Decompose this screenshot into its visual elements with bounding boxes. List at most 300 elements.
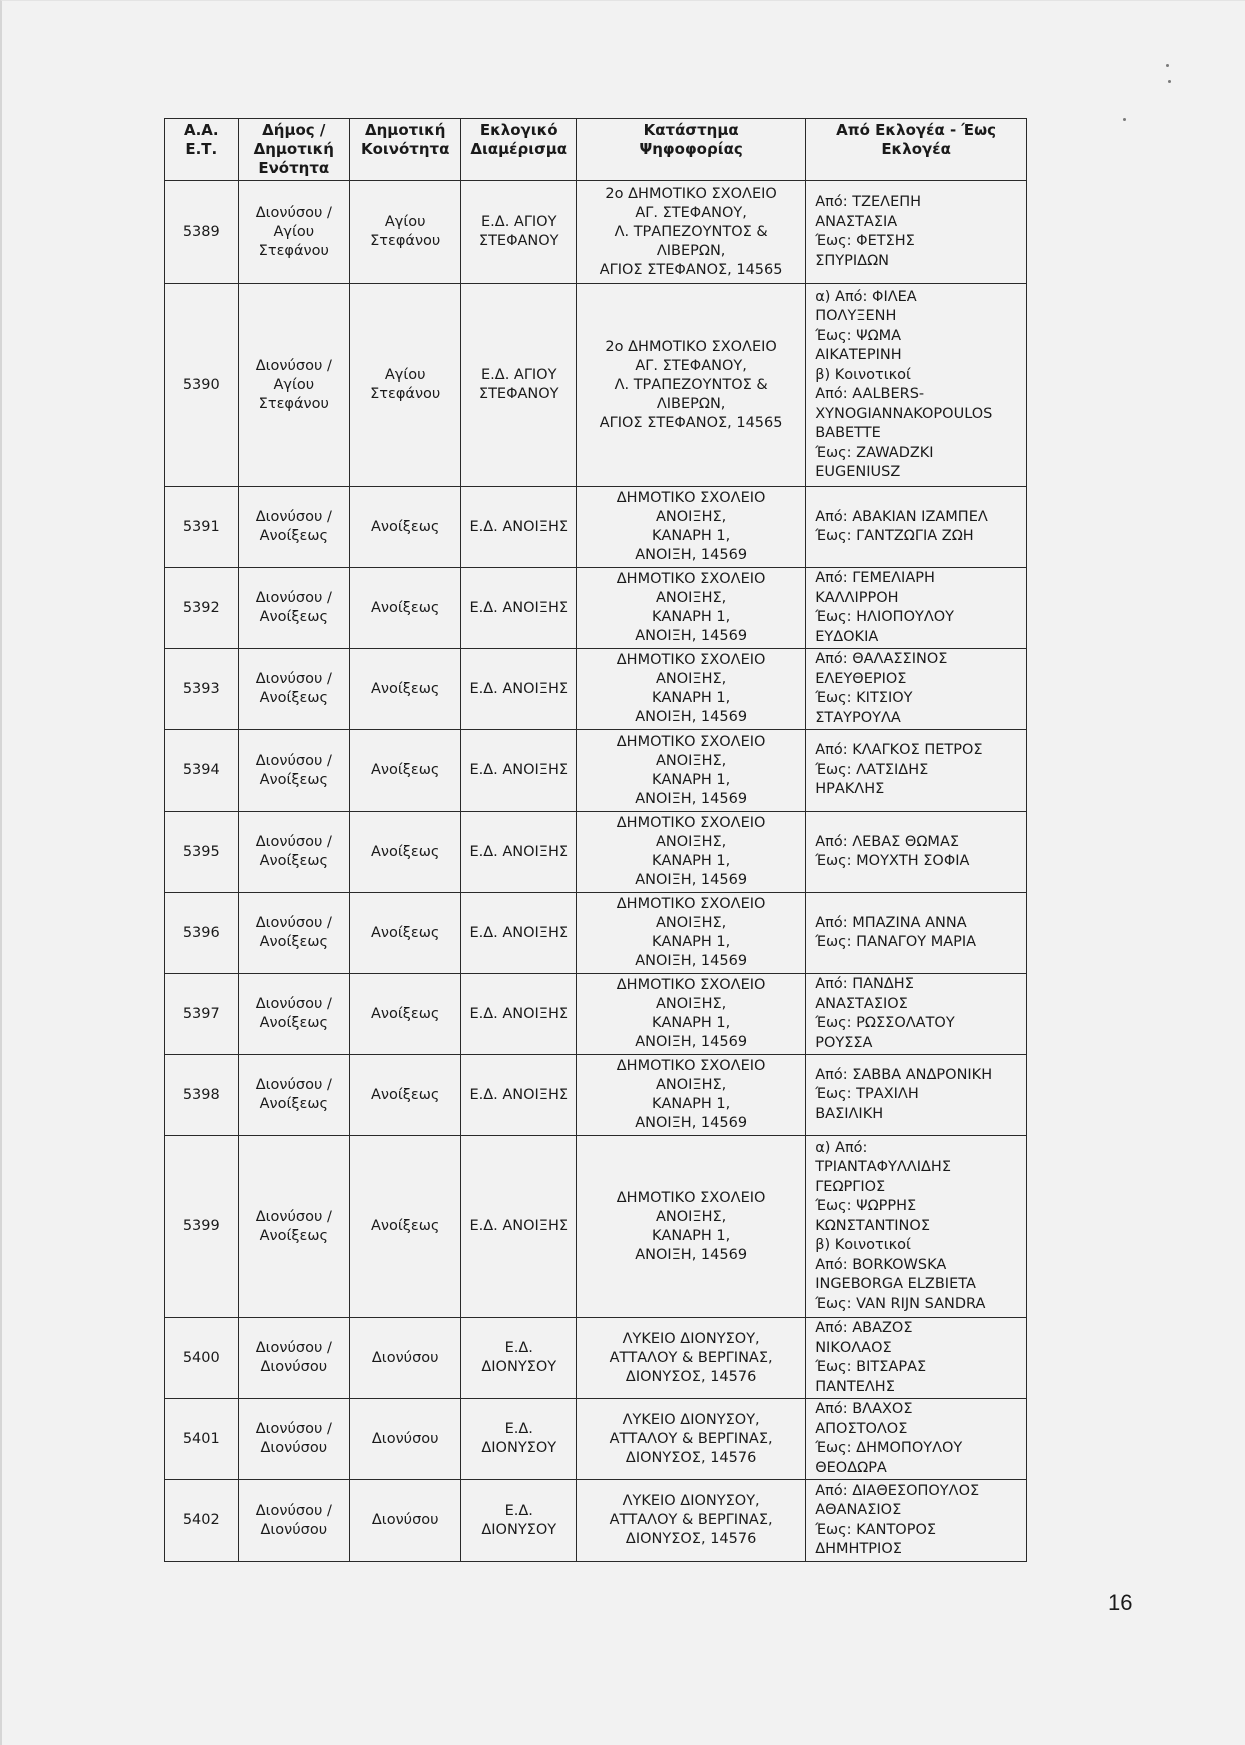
- cell-aa: 5399: [165, 1136, 239, 1318]
- cell-dimos: [238, 893, 349, 974]
- cell-line: ΓΕΩΡΓΙΟΣ: [815, 1178, 886, 1195]
- cell-line: Ε.Δ.: [504, 1421, 533, 1437]
- cell-katastima: [577, 649, 806, 730]
- table-row: [165, 181, 1027, 284]
- header-koinotita: [350, 119, 461, 181]
- cell-voters: [806, 1318, 1027, 1399]
- cell-dimos: [238, 1318, 349, 1399]
- cell-line: Διονύσου: [260, 1440, 328, 1456]
- cell-line: Διονύσου /: [255, 1421, 332, 1437]
- cell-line: ΔΗΜΗΤΡΙΟΣ: [815, 1541, 902, 1557]
- header-dimos: [238, 119, 349, 181]
- cell-line: ΔΗΜΟΤΙΚΟ ΣΧΟΛΕΙΟ: [616, 896, 766, 912]
- cell-line: Ε.Δ. ΑΓΙΟΥ: [481, 214, 557, 230]
- cell-line: α) Από:: [815, 1139, 868, 1156]
- cell-diamerisma: [461, 1318, 577, 1399]
- header-voters: [806, 119, 1027, 181]
- cell-line: ΑΝΑΣΤΑΣΙΑ: [815, 213, 898, 230]
- cell-line: ΑΝΟΙΞΗΣ,: [655, 590, 727, 606]
- cell-line: Ανοίξεως: [259, 771, 328, 788]
- cell-line: Έως: ΒΙΤΣΑΡΑΣ: [815, 1359, 927, 1375]
- cell-line: ΑΓΙΟΣ ΣΤΕΦΑΝΟΣ, 14565: [599, 261, 783, 278]
- cell-line: ΔΙΟΝΥΣΟΥ: [481, 1521, 557, 1538]
- cell-voters: [806, 1480, 1027, 1562]
- cell-voters: [806, 568, 1027, 649]
- cell-line: ΔΙΟΝΥΣΟΥ: [481, 1359, 557, 1375]
- cell-line: ΑΝΟΙΞΗ, 14569: [635, 872, 748, 888]
- cell-line: Ε.Δ. ΑΝΟΙΞΗΣ: [469, 599, 569, 616]
- cell-line: Ανοίξεως: [259, 1227, 328, 1244]
- cell-line: BABETTE: [815, 425, 881, 441]
- table-row: [165, 1318, 1027, 1399]
- cell-line: ΔΙΟΝΥΣΟΥ: [481, 1440, 557, 1456]
- cell-dimos: [238, 812, 349, 893]
- table-body: [165, 181, 1027, 1562]
- cell-line: Ανοίξεως: [259, 609, 328, 625]
- cell-diamerisma: [461, 1480, 577, 1562]
- table-row: [165, 974, 1027, 1055]
- cell-line: Διονύσου: [371, 1349, 439, 1366]
- cell-line: ΑΤΤΑΛΟΥ & ΒΕΡΓΙΝΑΣ,: [609, 1349, 773, 1366]
- cell-dimos: [238, 1055, 349, 1136]
- cell-line: Ανοίξεως: [371, 843, 440, 860]
- cell-line: ΑΤΤΑΛΟΥ & ΒΕΡΓΙΝΑΣ,: [609, 1430, 773, 1447]
- cell-line: Ψηφοφορίας: [639, 140, 743, 158]
- cell-line: Στεφάνου: [258, 242, 329, 259]
- cell-line: Λ. ΤΡΑΠΕΖΟΥΝΤΟΣ &: [614, 376, 768, 393]
- cell-aa: 5390: [165, 284, 239, 487]
- page-number: 16: [1108, 1590, 1133, 1615]
- cell-line: ΔΗΜΟΤΙΚΟ ΣΧΟΛΕΙΟ: [616, 977, 766, 993]
- cell-katastima: [577, 974, 806, 1055]
- cell-voters: [806, 1055, 1027, 1136]
- cell-line: Ανοίξεως: [259, 528, 328, 544]
- cell-aa: 5394: [165, 730, 239, 812]
- cell-line: ΛΙΒΕΡΩΝ,: [656, 242, 726, 259]
- cell-line: ΑΝΑΣΤΑΣΙΟΣ: [815, 995, 908, 1012]
- cell-line: β) Κοινοτικοί: [815, 1237, 911, 1254]
- cell-line: Ε.Δ.: [504, 1340, 533, 1356]
- cell-line: Από: ΒΛΑΧΟΣ: [815, 1401, 913, 1417]
- cell-line: ΣΤΑΥΡΟΥΛΑ: [815, 709, 901, 726]
- cell-line: ΑΝΟΙΞΗ, 14569: [635, 1034, 748, 1050]
- table-row: [165, 568, 1027, 649]
- cell-diamerisma: [461, 284, 577, 487]
- cell-line: Έως: ZAWADZKI: [815, 444, 934, 461]
- table-row: [165, 1055, 1027, 1136]
- cell-line: ΔΗΜΟΤΙΚΟ ΣΧΟΛΕΙΟ: [616, 652, 766, 668]
- cell-line: ΛΥΚΕΙΟ ΔΙΟΝΥΣΟΥ,: [622, 1330, 760, 1347]
- cell-koinotita: [350, 730, 461, 812]
- table-row: [165, 487, 1027, 568]
- cell-aa: 5395: [165, 812, 239, 893]
- cell-line: Από: ΓΕΜΕΛΙΑΡΗ: [815, 570, 935, 586]
- cell-line: ΔΙΟΝΥΣΟΣ, 14576: [625, 1531, 757, 1547]
- cell-katastima: [577, 1136, 806, 1318]
- cell-dimos: [238, 1136, 349, 1318]
- cell-koinotita: [350, 487, 461, 568]
- cell-line: Διονύσου /: [255, 996, 332, 1012]
- cell-koinotita: [350, 1136, 461, 1318]
- table-row: [165, 649, 1027, 730]
- cell-dimos: [238, 1480, 349, 1562]
- table-row: [165, 730, 1027, 812]
- cell-line: XYNOGIANNAKOPOULOS: [815, 405, 993, 422]
- cell-katastima: [577, 1055, 806, 1136]
- cell-line: ΚΑΝΑΡΗ 1,: [651, 1015, 731, 1031]
- cell-aa: 5401: [165, 1399, 239, 1480]
- cell-katastima: [577, 284, 806, 487]
- cell-katastima: [577, 487, 806, 568]
- cell-line: Από: ΛΕΒΑΣ ΘΩΜΑΣ: [815, 833, 960, 850]
- cell-line: Ανοίξεως: [371, 1218, 440, 1234]
- cell-line: Διονύσου /: [255, 1208, 332, 1225]
- cell-line: ΑΝΟΙΞΗΣ,: [655, 915, 727, 931]
- scan-speck: [1168, 80, 1171, 83]
- scan-speck: [1123, 118, 1126, 121]
- cell-line: ΣΠΥΡΙΔΩΝ: [815, 252, 889, 269]
- cell-line: ΑΓ. ΣΤΕΦΑΝΟΥ,: [635, 204, 747, 221]
- cell-koinotita: [350, 1318, 461, 1399]
- cell-line: ΑΝΟΙΞΗΣ,: [655, 752, 727, 769]
- header-aa: [165, 119, 239, 181]
- cell-line: ΣΤΕΦΑΝΟΥ: [478, 386, 559, 402]
- cell-line: ΚΑΝΑΡΗ 1,: [651, 771, 731, 788]
- cell-koinotita: [350, 974, 461, 1055]
- cell-line: Α.Α.: [183, 121, 219, 139]
- cell-line: INGEBORGA ELZBIETA: [815, 1276, 976, 1293]
- cell-line: ΔΗΜΟΤΙΚΟ ΣΧΟΛΕΙΟ: [616, 490, 766, 506]
- cell-line: α) Από: ΦΙΛΕΑ: [815, 288, 917, 305]
- cell-line: Διονύσου /: [255, 834, 332, 850]
- cell-diamerisma: [461, 812, 577, 893]
- cell-line: Ανοίξεως: [259, 934, 328, 950]
- cell-line: Διονύσου /: [255, 357, 332, 374]
- cell-aa: 5400: [165, 1318, 239, 1399]
- cell-diamerisma: [461, 1055, 577, 1136]
- cell-line: Από: ΘΑΛΑΣΣΙΝΟΣ: [815, 651, 948, 667]
- cell-line: Έως: ΓΑΝΤΖΩΓΙΑ ΖΩΗ: [815, 528, 974, 544]
- cell-line: ΑΝΟΙΞΗΣ,: [655, 996, 727, 1012]
- cell-voters: [806, 812, 1027, 893]
- cell-koinotita: [350, 284, 461, 487]
- cell-line: ΕΛΕΥΘΕΡΙΟΣ: [815, 670, 907, 687]
- cell-diamerisma: [461, 568, 577, 649]
- cell-aa: 5402: [165, 1480, 239, 1562]
- cell-line: Ε.Δ. ΑΝΟΙΞΗΣ: [469, 1005, 569, 1022]
- cell-line: ΑΝΟΙΞΗ, 14569: [635, 953, 748, 969]
- cell-line: ΛΥΚΕΙΟ ΔΙΟΝΥΣΟΥ,: [622, 1493, 760, 1509]
- cell-line: Αγίου: [384, 367, 426, 383]
- cell-line: β) Κοινοτικοί: [815, 366, 911, 383]
- cell-line: Από: ΔΙΑΘΕΣΟΠΟΥΛΟΣ: [815, 1482, 980, 1499]
- cell-line: Από: ΚΛΑΓΚΟΣ ΠΕΤΡΟΣ: [815, 742, 983, 759]
- cell-line: ΑΝΟΙΞΗΣ,: [655, 834, 727, 850]
- cell-katastima: [577, 1399, 806, 1480]
- cell-line: Ανοίξεως: [371, 1005, 440, 1022]
- table-row: [165, 1136, 1027, 1318]
- cell-line: 2ο ΔΗΜΟΤΙΚΟ ΣΧΟΛΕΙΟ: [605, 185, 777, 202]
- cell-katastima: [577, 181, 806, 284]
- cell-line: ΚΑΝΑΡΗ 1,: [651, 1096, 731, 1112]
- cell-line: ΑΝΟΙΞΗΣ,: [655, 1077, 727, 1093]
- cell-line: Από Εκλογέα - Έως: [836, 121, 997, 139]
- cell-line: Έως: ΗΛΙΟΠΟΥΛΟΥ: [815, 609, 955, 625]
- cell-line: ΑΝΟΙΞΗΣ,: [655, 1208, 727, 1225]
- cell-aa: 5389: [165, 181, 239, 284]
- cell-diamerisma: [461, 730, 577, 812]
- cell-line: Έως: ΔΗΜΟΠΟΥΛΟΥ: [815, 1440, 963, 1456]
- header-diamerisma: [461, 119, 577, 181]
- cell-line: Ανοίξεως: [259, 1096, 328, 1112]
- cell-line: 2ο ΔΗΜΟΤΙΚΟ ΣΧΟΛΕΙΟ: [605, 338, 777, 355]
- cell-line: ΑΝΟΙΞΗ, 14569: [635, 547, 748, 563]
- cell-line: ΠΑΝΤΕΛΗΣ: [815, 1378, 895, 1395]
- cell-dimos: [238, 730, 349, 812]
- cell-aa: 5397: [165, 974, 239, 1055]
- cell-line: Ανοίξεως: [259, 853, 328, 869]
- cell-line: ΑΠΟΣΤΟΛΟΣ: [815, 1420, 908, 1437]
- cell-line: Έως: ΚΙΤΣΙΟΥ: [815, 690, 913, 706]
- cell-line: ΔΙΟΝΥΣΟΣ, 14576: [625, 1449, 757, 1466]
- cell-line: Διαμέρισμα: [470, 140, 568, 158]
- cell-line: ΔΗΜΟΤΙΚΟ ΣΧΟΛΕΙΟ: [616, 815, 766, 831]
- cell-voters: [806, 893, 1027, 974]
- cell-line: EUGENIUSZ: [815, 464, 901, 480]
- cell-line: Ανοίξεως: [371, 924, 440, 941]
- cell-voters: [806, 284, 1027, 487]
- cell-katastima: [577, 730, 806, 812]
- cell-line: ΛΙΒΕΡΩΝ,: [656, 395, 726, 412]
- cell-line: Ανοίξεως: [259, 1015, 328, 1031]
- cell-dimos: [238, 974, 349, 1055]
- cell-line: ΑΝΟΙΞΗ, 14569: [635, 628, 748, 644]
- cell-line: Διονύσου /: [255, 1340, 332, 1356]
- cell-katastima: [577, 1480, 806, 1562]
- cell-line: Ανοίξεως: [371, 518, 440, 535]
- cell-line: ΔΙΟΝΥΣΟΣ, 14576: [625, 1368, 757, 1385]
- cell-diamerisma: [461, 974, 577, 1055]
- cell-line: Λ. ΤΡΑΠΕΖΟΥΝΤΟΣ &: [614, 223, 768, 240]
- cell-diamerisma: [461, 487, 577, 568]
- cell-line: ΘΕΟΔΩΡΑ: [815, 1459, 887, 1476]
- cell-line: Δημοτική: [365, 121, 446, 139]
- cell-line: ΑΝΟΙΞΗΣ,: [655, 671, 727, 687]
- cell-line: Ε.Δ. ΑΝΟΙΞΗΣ: [469, 1086, 569, 1103]
- cell-katastima: [577, 568, 806, 649]
- cell-katastima: [577, 893, 806, 974]
- cell-voters: [806, 1399, 1027, 1480]
- cell-line: Ε.Δ. ΑΓΙΟΥ: [481, 367, 557, 383]
- cell-line: ΔΗΜΟΤΙΚΟ ΣΧΟΛΕΙΟ: [616, 1058, 766, 1074]
- cell-line: ΒΑΣΙΛΙΚΗ: [815, 1105, 884, 1122]
- cell-line: Δημοτική: [253, 140, 334, 158]
- cell-line: Ε.Δ. ΑΝΟΙΞΗΣ: [469, 680, 569, 697]
- cell-line: ΑΓ. ΣΤΕΦΑΝΟΥ,: [635, 357, 747, 374]
- cell-katastima: [577, 812, 806, 893]
- cell-line: ΡΟΥΣΣΑ: [815, 1034, 873, 1051]
- cell-line: ΑΝΟΙΞΗ, 14569: [635, 1115, 748, 1131]
- scan-speck: [1166, 64, 1169, 67]
- table-row: [165, 1480, 1027, 1562]
- cell-line: Διονύσου: [371, 1512, 439, 1528]
- cell-voters: [806, 487, 1027, 568]
- cell-line: Αγίου: [384, 214, 426, 230]
- cell-line: Ε.Δ.: [504, 1502, 533, 1519]
- cell-aa: 5393: [165, 649, 239, 730]
- cell-voters: [806, 649, 1027, 730]
- cell-line: Ε.Δ. ΑΝΟΙΞΗΣ: [469, 843, 569, 860]
- cell-line: Από: ΤΖΕΛΕΠΗ: [815, 194, 922, 210]
- cell-diamerisma: [461, 1136, 577, 1318]
- cell-koinotita: [350, 1480, 461, 1562]
- cell-line: Ε.Δ. ΑΝΟΙΞΗΣ: [469, 924, 569, 941]
- cell-line: ΝΙΚΟΛΑΟΣ: [815, 1339, 892, 1356]
- cell-line: Διονύσου /: [255, 590, 332, 606]
- cell-line: ΚΩΝΣΤΑΝΤΙΝΟΣ: [815, 1217, 930, 1234]
- cell-voters: [806, 1136, 1027, 1318]
- cell-line: ΛΥΚΕΙΟ ΔΙΟΝΥΣΟΥ,: [622, 1411, 760, 1428]
- table-row: [165, 1399, 1027, 1480]
- cell-line: ΚΑΛΛΙΡΡΟΗ: [815, 589, 899, 606]
- cell-line: Διονύσου: [260, 1521, 328, 1538]
- cell-line: ΚΑΝΑΡΗ 1,: [651, 934, 731, 950]
- cell-diamerisma: [461, 893, 577, 974]
- cell-line: ΚΑΝΑΡΗ 1,: [651, 528, 731, 544]
- cell-line: ΚΑΝΑΡΗ 1,: [651, 609, 731, 625]
- cell-koinotita: [350, 812, 461, 893]
- cell-line: Κοινότητα: [360, 140, 450, 158]
- cell-line: Εκλογέα: [881, 140, 951, 158]
- cell-dimos: [238, 181, 349, 284]
- cell-line: Ανοίξεως: [259, 690, 328, 706]
- table-row: [165, 812, 1027, 893]
- cell-line: Διονύσου /: [255, 1502, 332, 1519]
- cell-dimos: [238, 649, 349, 730]
- cell-line: ΕΥΔΟΚΙΑ: [815, 628, 879, 645]
- cell-line: Εκλογικό: [479, 121, 558, 139]
- cell-line: Ε.Δ. ΑΝΟΙΞΗΣ: [469, 518, 569, 535]
- cell-diamerisma: [461, 1399, 577, 1480]
- cell-line: Ανοίξεως: [371, 762, 440, 778]
- cell-koinotita: [350, 1055, 461, 1136]
- cell-diamerisma: [461, 181, 577, 284]
- table-row: [165, 284, 1027, 487]
- cell-line: Αγίου: [273, 223, 315, 240]
- cell-line: Ανοίξεως: [371, 680, 440, 697]
- table-header-row: [165, 119, 1027, 181]
- cell-line: Έως: ΤΡΑΧΙΛΗ: [815, 1086, 919, 1103]
- cell-line: Διονύσου /: [255, 915, 332, 931]
- cell-line: Από: BORKOWSKA: [815, 1256, 947, 1273]
- cell-line: Ε.Δ. ΑΝΟΙΞΗΣ: [469, 762, 569, 778]
- cell-line: ΣΤΕΦΑΝΟΥ: [478, 233, 559, 249]
- cell-line: Από: ΑΒΑΚΙΑΝ ΙΖΑΜΠΕΛ: [815, 508, 988, 525]
- cell-line: Διονύσου /: [255, 752, 332, 769]
- cell-line: Έως: ΠΑΝΑΓΟΥ ΜΑΡΙΑ: [815, 934, 977, 950]
- cell-line: ΠΟΛΥΞΕΝΗ: [815, 308, 897, 324]
- cell-line: Έως: ΚΑΝΤΟΡΟΣ: [815, 1521, 937, 1538]
- cell-aa: 5396: [165, 893, 239, 974]
- cell-line: Έως: ΡΩΣΣΟΛΑΤΟΥ: [815, 1015, 955, 1031]
- cell-line: Ανοίξεως: [371, 599, 440, 616]
- cell-line: ΗΡΑΚΛΗΣ: [815, 781, 885, 798]
- polling-stations-table: [164, 118, 1027, 1562]
- cell-voters: [806, 974, 1027, 1055]
- cell-line: Διονύσου /: [255, 509, 332, 525]
- cell-line: ΑΝΟΙΞΗΣ,: [655, 509, 727, 525]
- cell-line: Έως: ΨΩΜΑ: [815, 327, 902, 344]
- cell-line: Στεφάνου: [370, 386, 441, 402]
- cell-aa: 5391: [165, 487, 239, 568]
- cell-line: Ε.Δ. ΑΝΟΙΞΗΣ: [469, 1218, 569, 1234]
- cell-line: Από: ΑΒΑΖΟΣ: [815, 1320, 913, 1336]
- cell-line: ΔΗΜΟΤΙΚΟ ΣΧΟΛΕΙΟ: [616, 571, 766, 587]
- cell-line: Ενότητα: [258, 159, 330, 177]
- cell-line: ΚΑΝΑΡΗ 1,: [651, 1227, 731, 1244]
- cell-line: Διονύσου /: [255, 204, 332, 221]
- header-katastima: [577, 119, 806, 181]
- cell-line: ΑΝΟΙΞΗ, 14569: [635, 1246, 748, 1263]
- cell-koinotita: [350, 1399, 461, 1480]
- cell-koinotita: [350, 568, 461, 649]
- cell-line: Έως: ΛΑΤΣΙΔΗΣ: [815, 761, 929, 778]
- cell-koinotita: [350, 893, 461, 974]
- cell-line: ΚΑΝΑΡΗ 1,: [651, 853, 731, 869]
- cell-line: ΑΤΤΑΛΟΥ & ΒΕΡΓΙΝΑΣ,: [609, 1512, 773, 1528]
- cell-line: Από: ΣΑΒΒΑ ΑΝΔΡΟΝΙΚΗ: [815, 1066, 993, 1083]
- cell-line: Στεφάνου: [370, 233, 441, 249]
- cell-dimos: [238, 284, 349, 487]
- cell-line: Έως: ΨΩΡΡΗΣ: [815, 1198, 917, 1215]
- cell-line: ΑΙΚΑΤΕΡΙΝΗ: [815, 347, 902, 363]
- cell-katastima: [577, 1318, 806, 1399]
- cell-koinotita: [350, 649, 461, 730]
- cell-voters: [806, 730, 1027, 812]
- cell-aa: 5392: [165, 568, 239, 649]
- cell-line: Διονύσου /: [255, 671, 332, 687]
- cell-koinotita: [350, 181, 461, 284]
- cell-line: Έως: ΦΕΤΣΗΣ: [815, 233, 915, 249]
- cell-line: ΔΗΜΟΤΙΚΟ ΣΧΟΛΕΙΟ: [616, 733, 766, 750]
- cell-line: ΚΑΝΑΡΗ 1,: [651, 690, 731, 706]
- cell-line: ΑΘΑΝΑΣΙΟΣ: [815, 1502, 902, 1518]
- cell-diamerisma: [461, 649, 577, 730]
- cell-line: Αγίου: [273, 376, 315, 393]
- cell-line: Έως: VAN RIJN SANDRA: [815, 1295, 986, 1312]
- cell-line: ΤΡΙΑΝΤΑΦΥΛΛΙΔΗΣ: [815, 1159, 951, 1176]
- cell-voters: [806, 181, 1027, 284]
- cell-line: ΔΗΜΟΤΙΚΟ ΣΧΟΛΕΙΟ: [616, 1189, 766, 1206]
- cell-line: Ανοίξεως: [371, 1086, 440, 1103]
- cell-dimos: [238, 487, 349, 568]
- cell-dimos: [238, 568, 349, 649]
- cell-line: Από: ΠΑΝΔΗΣ: [815, 976, 914, 992]
- cell-line: Δήμος /: [262, 121, 326, 139]
- cell-line: ΑΓΙΟΣ ΣΤΕΦΑΝΟΣ, 14565: [599, 414, 783, 431]
- cell-line: Από: ΜΠΑΖΙΝΑ ΑΝΝΑ: [815, 914, 967, 931]
- cell-line: Έως: ΜΟΥΧΤΗ ΣΟΦΙΑ: [815, 853, 970, 869]
- cell-line: Κατάστημα: [643, 121, 739, 139]
- cell-line: Διονύσου: [371, 1430, 439, 1447]
- cell-line: ΑΝΟΙΞΗ, 14569: [635, 709, 748, 725]
- cell-line: Διονύσου /: [255, 1077, 332, 1093]
- table-row: [165, 893, 1027, 974]
- cell-aa: 5398: [165, 1055, 239, 1136]
- cell-line: Ε.Τ.: [185, 140, 218, 158]
- cell-line: Από: AALBERS-: [815, 386, 925, 402]
- cell-dimos: [238, 1399, 349, 1480]
